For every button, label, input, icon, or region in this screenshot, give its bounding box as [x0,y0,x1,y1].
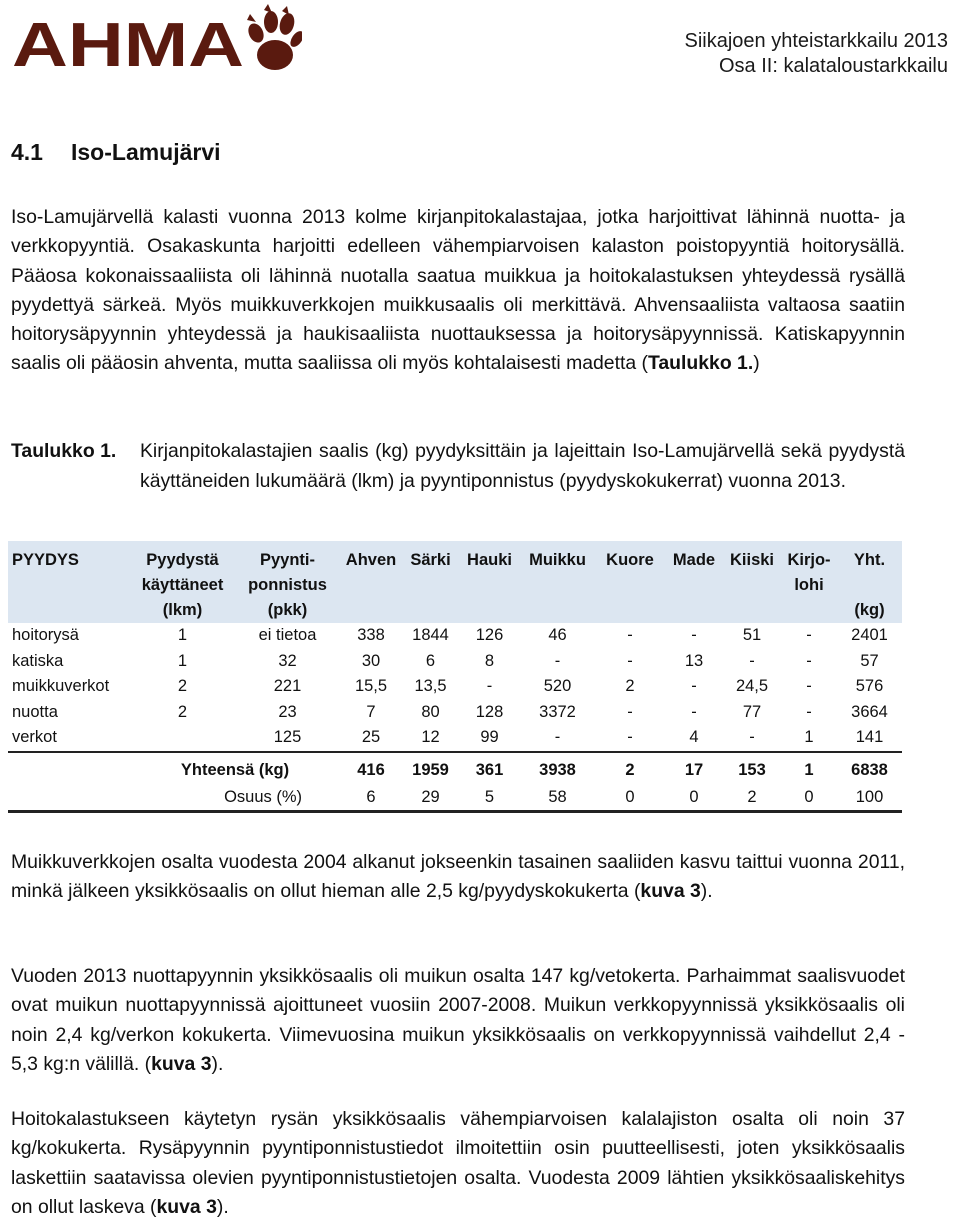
cell-perch: 7 [366,702,376,721]
cell-burbot: - [691,626,697,645]
table-sum-row [8,752,902,785]
header-effort-line1: Pyynti- [259,551,315,569]
header-smelt: Kuore [595,541,665,623]
cell-trout: - [806,651,812,670]
cell-gear: katiska [12,651,64,670]
cell-trout: - [806,626,812,645]
cell-smelt: 2 [625,761,635,779]
section-title: Iso-Lamujärvi [71,139,221,165]
header-trout [781,541,837,623]
cell-empty [8,785,130,812]
cell-users: 1 [177,626,188,645]
cell-ruffe: 51 [742,626,762,645]
cell-ruffe: - [749,651,755,670]
cell-roach: 29 [402,785,459,812]
paragraph-text: Muikkuverkkojen osalta vuodesta 2004 alkanut jokseenkin tasainen saaliiden kasvu taittui vuonna 2011, minkä jälkeen yksikkösaalis on ollut hieman alle 2,5 kg/pyydyskokukerta ( [11,851,905,903]
table-header-row [8,541,902,623]
cell-roach: 6 [425,651,436,670]
section-heading [11,139,221,166]
header-effort-line3: (pkk) [267,601,308,619]
cell-perch: 338 [357,626,385,645]
cell-perch: 6 [340,785,402,812]
ahma-logo [10,0,302,82]
cell-burbot: - [691,677,697,696]
document-header [685,29,949,79]
header-pike: Hauki [459,541,520,623]
intro-text: Iso-Lamujärvellä kalasti vuonna 2013 kolme kirjanpitokalastajaa, jotka harjoittivat lähinnä nuotta- ja verkkopyyntiä. Osakaskunta harjoitti edelleen vähempiarvoisen kalaston poistopyyntiä hoitorysällä. Pääosa kokonaissaaliista oli lähinnä nuotalla saatua muikkua ja hoitokalastuksen yhteydessä rysällä pyydettyä särkeä. Myös muikkuverkkojen muikkusaalis oli merkittävä. Ahvensaaliista valtaosa saatiin hoitorysäpyynnin yhteydessä ja haukisaaliista nuottauksessa ja hoitorysäpyynnissä. Katiskapyynnin saalis oli pääosin ahventa, mutta saaliissa oli myös kohtalaisesti madetta ( [11,206,905,375]
cell-sum-label: Yhteensä (kg) [180,761,290,779]
cell-vendace: 3372 [539,702,576,721]
cell-roach: 13,5 [414,677,447,696]
header-total-line1: Yht. [853,551,886,569]
intro-paragraph [11,203,905,379]
paragraph-text: Vuoden 2013 nuottapyynnin yksikkösaalis oli muikun osalta 147 kg/vetokerta. Parhaimmat saalisvuodet ovat muikun nuottapyynnissä ajoittuneet vuosiin 2007-2008. Muikun verkkopyynnissä yksikkösaalis oli noin 2,4 kg/verkon kokukerta. Viimevuosina muikun yksikkösaalis on verkkopyynnissä vaihdellut 2,4 - 5,3 kg:n välillä. ( [11,965,905,1075]
header-vendace: Muikku [520,541,595,623]
paragraph-seine-fishing [11,962,905,1079]
cell-ruffe: 77 [742,702,762,721]
paragraph-trap-fishing [11,1105,905,1222]
paw-print-icon [245,4,302,70]
cell-vendace: 46 [548,626,567,645]
table-row [8,649,902,675]
cell-users: 1 [177,651,188,670]
cell-share-label: Osuus (%) [130,785,340,812]
header-trout-line2: lohi [794,576,824,594]
cell-pike: - [486,677,493,696]
cell-empty [8,752,130,785]
cell-total: 141 [837,725,902,752]
header-gear: PYYDYS [8,541,130,623]
header-users [130,541,235,623]
header-burbot: Made [665,541,723,623]
cell-users [130,725,235,752]
cell-ruffe: - [723,725,781,752]
cell-vendace: - [520,725,595,752]
paragraph-text: Hoitokalastukseen käytetyn rysän yksikkösaalis vähempiarvoisen kalalajiston osalta oli noin 37 kg/kokukerta. Rysäpyynnin pyyntiponnistustiedot ilmoitettiin osin puutteellisesti, joten yksikkösaalis laskettiin saatavissa olevien pyyntiponnistustietojen osalta. Vuodesta 2009 lähtien yksikkösaaliskehitys on ollut laskeva ( [11,1108,905,1218]
cell-roach: 80 [421,702,440,721]
cell-gear: nuotta [12,702,58,721]
cell-total: 2401 [851,626,888,645]
cell-ruffe: 153 [738,761,766,779]
header-trout-line1: Kirjo- [787,551,831,569]
cell-burbot: 17 [684,761,704,779]
caption-label: Taulukko 1. [11,440,117,462]
cell-smelt: - [627,651,633,670]
cell-gear: muikkuverkot [12,677,110,696]
cell-smelt: - [627,702,633,721]
cell-trout: - [806,677,812,696]
cell-gear: verkot [8,725,130,752]
cell-users: 2 [177,677,188,696]
header-total-spacer [839,573,900,598]
cell-trout: 1 [804,761,814,779]
table-row [8,623,902,649]
caption-text: Kirjanpitokalastajien saalis (kg) pyydyksittäin ja lajeittain Iso-Lamujärvellä sekä pyydystä käyttäneiden lukumäärä (lkm) ja pyyntiponnistus (pyydyskokukerrat) vuonna 2013. [140,440,905,492]
cell-vendace: - [554,651,561,670]
cell-trout: - [806,702,812,721]
section-number: 4.1 [11,139,43,165]
header-ruffe: Kiiski [723,541,781,623]
cell-total: 100 [837,785,902,812]
cell-ruffe: 24,5 [735,677,769,696]
header-users-line3: (lkm) [162,601,203,619]
intro-text-end: ) [753,352,760,375]
cell-users: 2 [177,702,188,721]
table-reference: Taulukko 1. [647,352,754,375]
cell-roach: 1959 [412,761,449,779]
header-total-line2: (kg) [854,601,885,619]
document-title: Siikajoen yhteistarkkailu 2013 [684,30,948,52]
cell-perch: 416 [357,761,385,779]
header-perch: Ahven [340,541,402,623]
figure-reference: kuva 3 [156,1195,217,1218]
cell-effort: 32 [278,651,297,670]
cell-vendace: 520 [543,677,572,696]
cell-perch: 25 [340,725,402,752]
cell-vendace: 58 [520,785,595,812]
figure-reference: kuva 3 [151,1052,212,1075]
cell-burbot: 0 [665,785,723,812]
cell-trout: 1 [781,725,837,752]
header-users-line1: Pyydystä [146,551,219,569]
cell-smelt: - [595,725,665,752]
figure-reference: kuva 3 [640,880,701,903]
paragraph-text-end: ). [211,1052,224,1075]
cell-burbot: 4 [665,725,723,752]
header-total [837,541,902,623]
paragraph-text-end: ). [700,880,713,903]
cell-total: 3664 [851,702,888,721]
cell-burbot: 13 [684,651,704,670]
cell-trout: 0 [781,785,837,812]
cell-effort: 125 [235,725,340,752]
cell-smelt: 0 [595,785,665,812]
cell-pike: 361 [475,761,504,779]
cell-effort: 221 [273,677,302,696]
table-row [8,700,902,726]
cell-roach: 12 [402,725,459,752]
cell-vendace: 3938 [539,761,576,779]
logo-wordmark: AHMA [12,11,244,80]
cell-gear: hoitorysä [12,626,79,645]
table-row [8,674,902,700]
cell-pike: 126 [475,626,504,645]
paragraph-vendace-nets [11,848,905,907]
header-users-line2: käyttäneet [141,576,224,594]
header-effort [235,541,340,623]
paragraph-text-end: ). [216,1195,229,1218]
cell-total: 576 [855,677,884,696]
cell-effort: 23 [278,702,297,721]
cell-pike: 99 [459,725,520,752]
cell-total: 57 [860,651,879,670]
cell-smelt: 2 [625,677,635,696]
cell-perch: 30 [361,651,381,670]
cell-pike: 8 [484,651,495,670]
header-roach: Särki [402,541,459,623]
cell-burbot: - [691,702,697,721]
table-row [8,725,902,752]
cell-perch: 15,5 [354,677,388,696]
table-share-row [8,785,902,812]
cell-ruffe: 2 [723,785,781,812]
cell-pike: 128 [475,702,504,721]
cell-smelt: - [627,626,633,645]
cell-effort: ei tietoa [258,626,317,645]
cell-pike: 5 [459,785,520,812]
cell-roach: 1844 [412,626,449,645]
header-effort-line2: ponnistus [248,576,327,594]
table-caption [11,437,905,496]
catch-table [8,541,902,813]
cell-total: 6838 [851,761,888,779]
document-subtitle: Osa II: kalataloustarkkailu [719,55,948,77]
